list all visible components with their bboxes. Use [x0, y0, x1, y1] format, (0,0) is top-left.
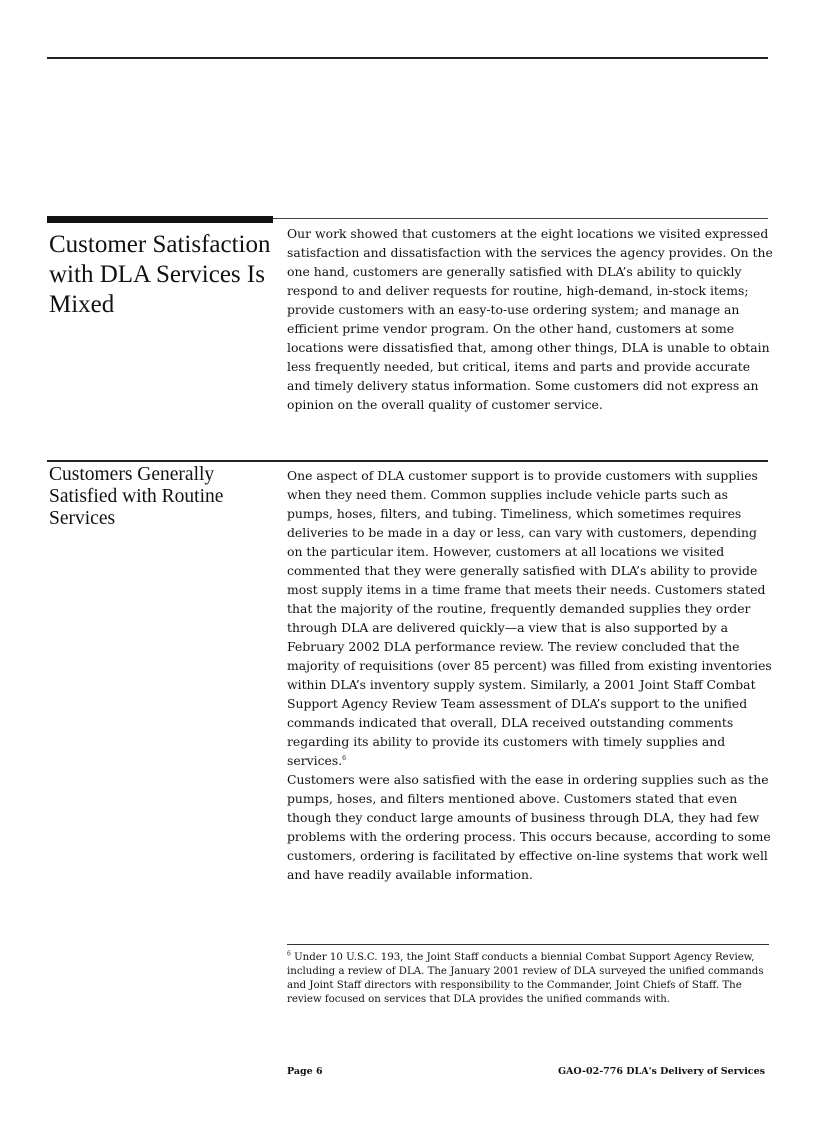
- section-rule: [47, 460, 768, 462]
- side-heading-rule: [47, 216, 273, 223]
- body-rule: [273, 218, 768, 219]
- footnote-text: Under 10 U.S.C. 193, the Joint Staff conducts a biennial Combat Support Agency Review, including a review of DLA. The January 2001 review of DLA surveyed the unified commands and Joint Staff directors with responsibility to the Commander, Joint Chiefs of Staff. The review focused on services that DLA provides the unified commands with.: [287, 952, 764, 1005]
- footnote-reference: 6: [342, 754, 346, 762]
- section-body: Our work showed that customers at the eight locations we visited expressed satisfaction and dissatisfaction with the services the agency provides. On the one hand, customers are generally satisfied with DLA’s ability to quickly respond to and deliver requests for routine, high-demand, in-stock items; provide customers with an easy-to-use ordering system; and manage an efficient prime vendor program. On the other hand, customers at some locations were dissatisfied that, among other things, DLA is unable to obtain less frequently needed, but critical, items and parts and provide accurate and timely delivery status information. Some customers did not express an opinion on the overall quality of customer service.: [287, 226, 773, 412]
- section-heading: Customer Satisfaction with DLA Services Is Mixed: [49, 231, 271, 318]
- header-rule: [47, 57, 768, 59]
- footnote-rule: [287, 944, 769, 945]
- subsection-heading: Customers Generally Satisfied with Routine Services: [49, 464, 224, 529]
- paragraph-2: Customers were also satisfied with the ease in ordering supplies such as the pumps, hoses, and filters mentioned above. Customers stated that even though they conduct large amounts of business through DLA, they had few problems with the ordering process. This occurs because, according to some customers, ordering is facilitated by effective on-line systems that work well and have readily available information.: [287, 772, 771, 882]
- paragraph-1: [287, 466, 775, 770]
- document-id: GAO-02-776 DLA's Delivery of Services: [557, 1066, 765, 1077]
- page-number: Page 6: [287, 1066, 323, 1077]
- paragraph-1-text: One aspect of DLA customer support is to provide customers with supplies when they need them. Common supplies include vehicle parts such as pumps, hoses, filters, and tubing. Timeliness, which sometimes requires deliveries to be made in a day or less, can vary with customers, depending on the particular item. However, customers at all locations we visited commented that they were generally satisfied with DLA’s ability to provide most supply items in a time frame that meets their needs. Customers stated that the majority of the routine, frequently demanded supplies they order through DLA are delivered quickly—a view that is also supported by a February 2002 DLA performance review. The review concluded that the majority of requisitions (over 85 percent) was filled from existing inventories within DLA’s inventory supply system. Similarly, a 2001 Joint Staff Combat Support Agency Review Team assessment of DLA’s support to the unified commands indicated that overall, DLA received outstanding comments regarding its ability to provide its customers with timely supplies and services.: [287, 468, 772, 768]
- footnote: [287, 951, 767, 1007]
- footnote-marker: 6: [287, 950, 291, 958]
- page-footer: [287, 1066, 765, 1080]
